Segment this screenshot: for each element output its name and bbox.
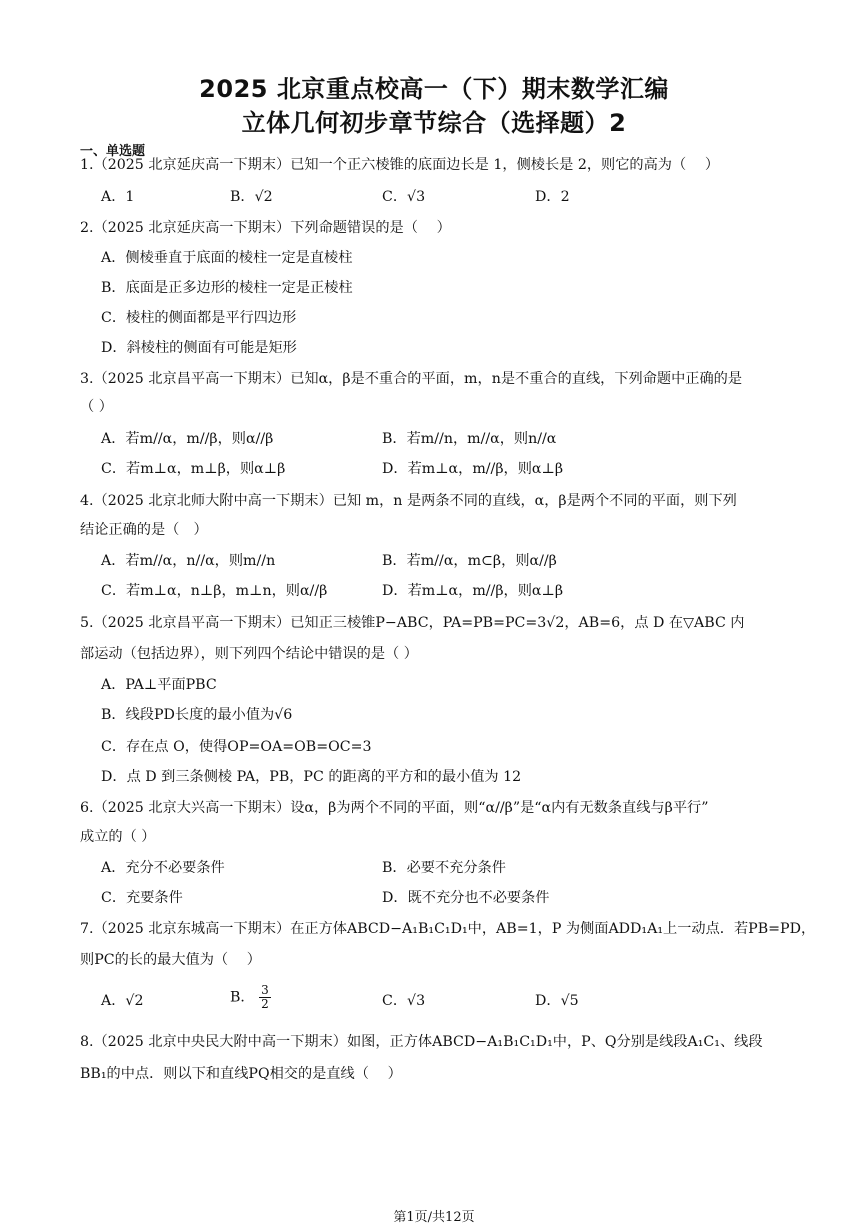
q3-option-a: A．若m//α，m//β，则α//β (101, 431, 274, 447)
q2-stem: 2.（2025 北京延庆高一下期末）下列命题错误的是（ ） (80, 220, 451, 236)
q1-option-d: D．2 (535, 189, 570, 205)
q6-option-c: C．充要条件 (101, 890, 183, 906)
q3-option-b: B．若m//n，m//α，则n//α (382, 431, 557, 447)
section-heading: 一、单选题 (80, 144, 146, 159)
page-footer: 第1页/共12页 (393, 1210, 475, 1225)
q6-option-d: D．既不充分也不必要条件 (382, 890, 550, 906)
q7-option-b (230, 984, 271, 1011)
q6-stem-line2: 成立的（ ） (80, 829, 156, 845)
q5-stem-line1: 5.（2025 北京昌平高一下期末）已知正三棱锥P−ABC，PA=PB=PC=3√2，AB=6，点 D 在▽ABC 内 (80, 615, 745, 631)
q6-option-a: A．充分不必要条件 (101, 860, 225, 876)
q2-option-a: A．侧棱垂直于底面的棱柱一定是直棱柱 (101, 250, 353, 266)
q3-option-c: C．若m⊥α，m⊥β，则α⊥β (101, 461, 286, 477)
q8-stem-line2: BB₁的中点．则以下和直线PQ相交的是直线（ ） (80, 1066, 402, 1082)
q5-option-c: C．存在点 O，使得OP=OA=OB=OC=3 (101, 739, 372, 755)
q4-option-c: C．若m⊥α，n⊥β，m⊥n，则α//β (101, 583, 328, 599)
q5-option-a: A．PA⊥平面PBC (101, 677, 217, 693)
q7-option-b-fraction (259, 984, 271, 1011)
q1-option-b: B．√2 (230, 189, 273, 205)
q7-option-b-denominator: 2 (261, 997, 269, 1011)
q7-option-b-numerator: 3 (261, 983, 269, 997)
q4-stem-line2: 结论正确的是（ ） (80, 522, 208, 538)
q6-stem-line1: 6.（2025 北京大兴高一下期末）设α，β为两个不同的平面，则“α//β”是“α内有无数条直线与β平行” (80, 800, 709, 816)
q7-stem-line2: 则PC的长的最大值为（ ） (80, 952, 261, 968)
q3-stem-line1: 3.（2025 北京昌平高一下期末）已知α，β是不重合的平面，m，n是不重合的直线，下列命题中正确的是 (80, 371, 743, 387)
page-title-line1: 2025 北京重点校高一（下）期末数学汇编 (199, 75, 669, 103)
q4-option-d: D．若m⊥α，m//β，则α⊥β (382, 583, 564, 599)
q2-option-b: B．底面是正多边形的棱柱一定是正棱柱 (101, 280, 353, 296)
q2-option-d: D．斜棱柱的侧面有可能是矩形 (101, 340, 297, 356)
q5-stem-line2: 部运动（包括边界），则下列四个结论中错误的是（ ） (80, 646, 418, 662)
q5-option-d: D．点 D 到三条侧棱 PA，PB，PC 的距离的平方和的最小值为 12 (101, 769, 522, 785)
q8-stem-line1: 8.（2025 北京中央民大附中高一下期末）如图，正方体ABCD−A₁B₁C₁D₁中，P、Q分别是线段A₁C₁、线段 (80, 1034, 763, 1050)
q7-option-b-label: B． (230, 989, 255, 1006)
q7-option-a: A．√2 (101, 993, 144, 1009)
q4-stem-line1: 4.（2025 北京北师大附中高一下期末）已知 m，n 是两条不同的直线，α，β是两个不同的平面，则下列 (80, 493, 737, 509)
q6-option-b: B．必要不充分条件 (382, 860, 506, 876)
q4-option-a: A．若m//α，n//α，则m//n (101, 553, 276, 569)
q7-option-d: D．√5 (535, 993, 579, 1009)
q4-option-b: B．若m//α，m⊂β，则α//β (382, 553, 557, 569)
page-title-line2: 立体几何初步章节综合（选择题）2 (241, 109, 627, 137)
q1-option-a: A．1 (101, 189, 135, 205)
q5-option-b: B．线段PD长度的最小值为√6 (101, 707, 293, 723)
q1-option-c: C．√3 (382, 189, 426, 205)
q7-stem-line1: 7.（2025 北京东城高一下期末）在正方体ABCD−A₁B₁C₁D₁中，AB=1，P 为侧面ADD₁A₁上一动点．若PB=PD， (80, 921, 816, 937)
q3-option-d: D．若m⊥α，m//β，则α⊥β (382, 461, 564, 477)
q3-stem-line2: （ ） (80, 399, 113, 415)
q7-option-c: C．√3 (382, 993, 426, 1009)
q1-stem: 1.（2025 北京延庆高一下期末）已知一个正六棱锥的底面边长是 1，侧棱长是 2，则它的高为（ ） (80, 157, 720, 173)
q2-option-c: C．棱柱的侧面都是平行四边形 (101, 310, 297, 326)
